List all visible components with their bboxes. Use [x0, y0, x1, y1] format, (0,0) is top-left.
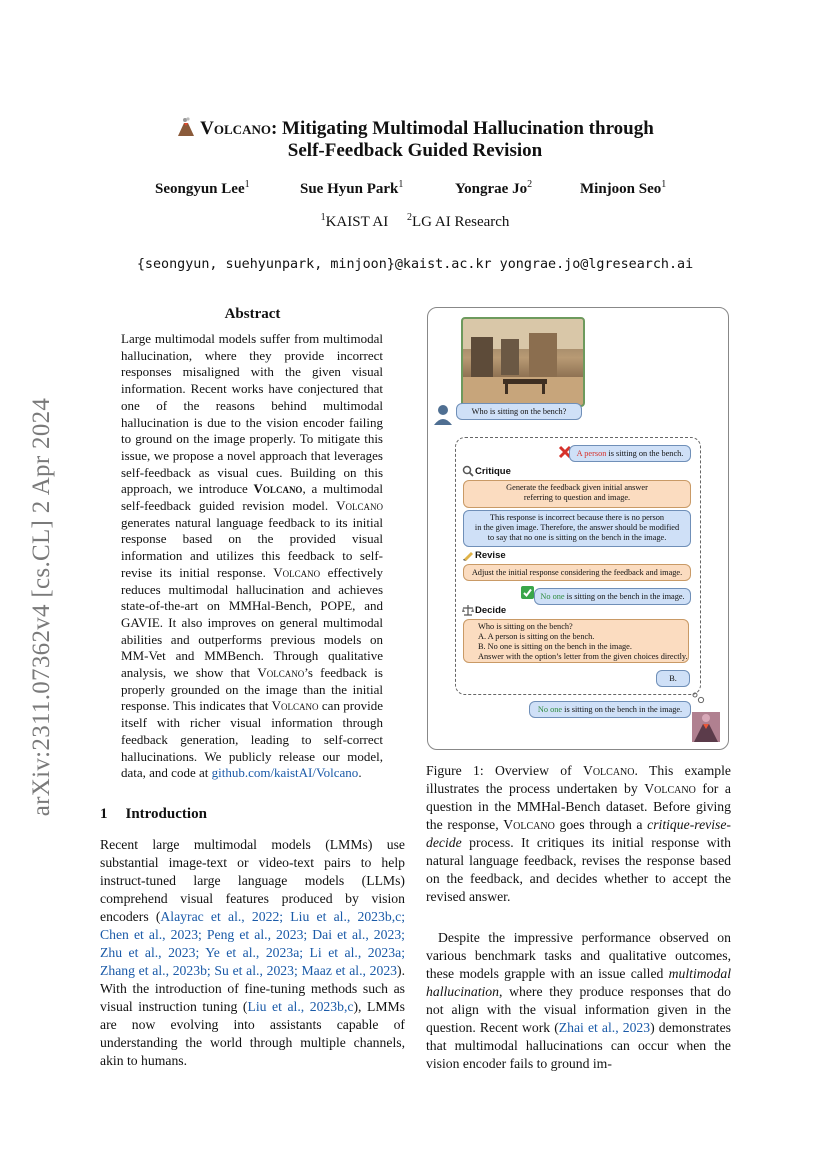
- title-text: : Mitigating Multimodal Hallucination through: [270, 118, 654, 139]
- citation-link[interactable]: Alayrac et al., 2022; Liu et al., 2023b,c; Chen et al., 2023; Peng et al., 2023; Dai et al., 2023; Zhu et al., 2023; Ye et al., 2023a; Li et al., 2023a; Zhang et al., 2023b; Su et al., 2023; Maaz et al., 2023: [100, 909, 406, 978]
- revise-prompt-bubble: Adjust the initial response considering the feedback and image.: [463, 564, 691, 581]
- introduction-paragraph: Recent large multimodal models (LMMs) use substantial image-text or video-text pairs to help instruct-tuned large language models (LLMs) comprehend visual features produced by vision encoders (Alayrac et al., 2022; Liu et al., 2023b,c; Chen et al., 2023; Peng et al., 2023; Dai et al., 2023; Zhu et al., 2023; Ye et al., 2023a; Li et al., 2023a; Zhang et al., 2023b; Su et al., 2023; Maaz et al., 2023). With the introduction of fine-tuning methods such as visual instruction tuning (Liu et al., 2023b,c), LMMs are now evolving into assistants capable of understanding the world through multiple channels, akin to humans.: [100, 837, 406, 1068]
- paper-title-line-2: Self-Feedback Guided Revision: [287, 140, 543, 161]
- user-avatar-icon: [433, 404, 453, 426]
- final-response-bubble: No one is sitting on the bench in the image.: [529, 701, 691, 718]
- author-emails: {seongyun, suehyunpark, minjoon}@kaist.ac.kr yongrae.jo@lgresearch.ai: [136, 257, 694, 272]
- volcano-model-icon: [692, 712, 720, 742]
- initial-response-bubble: A person is sitting on the bench.: [569, 445, 691, 462]
- decision-answer-bubble: B.: [656, 670, 690, 687]
- figure-caption: Figure 1: Overview of Volcano. This example illustrates the process undertaken by Volcano for a question in the MMHal-Bench dataset. Before giving the response, Volcano goes through a critique-revise-decide process. It critiques its initial response with natural language feedback, revises the response based on the feedback, and decides whether to accept the revised answer.: [426, 763, 731, 904]
- question-bubble: Who is sitting on the bench?: [456, 403, 582, 420]
- model-name: Volcano: [200, 118, 271, 139]
- magnifier-icon: [462, 465, 474, 477]
- critique-label: Critique: [475, 466, 511, 477]
- scale-icon: [462, 604, 474, 616]
- affiliations: $^1$KAIST AI $^2$LG AI Research: [320, 212, 510, 230]
- pencil-icon: [462, 549, 474, 561]
- right-column-paragraph: Despite the impressive performance observed on various benchmark tasks and qualitative outcomes, these models grapple with an issue called multimodal hallucination, where they produce responses that do not align with the visual information given in the question. Recent work (Zhai et al., 2023) demonstrates that multimodal hallucinations can occur when the vision encoder fails to ground im-: [426, 930, 731, 1071]
- critique-prompt-bubble: Generate the feedback given initial answer referring to question and image.: [463, 480, 691, 508]
- section-heading-introduction: 1 Introduction: [100, 806, 207, 822]
- thought-dots-icon: [692, 692, 706, 706]
- author-list: [100, 179, 730, 201]
- feedback-bubble: This response is incorrect because there is no person in the given image. Therefore, the answer should be modified to say that no one is sitting on the bench in the image.: [463, 510, 691, 547]
- citation-link[interactable]: Liu et al., 2023b,c: [247, 999, 354, 1014]
- author: Yongrae Jo$^2$: [455, 179, 533, 197]
- revise-label: Revise: [475, 550, 506, 561]
- author: Sue Hyun Park$^1$: [300, 179, 404, 197]
- author: Seongyun Lee$^1$: [155, 179, 250, 197]
- abstract-body: Large multimodal models suffer from multimodal hallucination, where they provide incorrect responses misaligned with the given visual information. Recent works have conjectured that one of the reasons behind multimodal hallucination is due to the vision encoder failing to ground on the image properly. To mitigate this issue, we propose a novel approach that leverages self-feedback as visual cues. Building on this approach, we introduce Volcano, a multimodal self-feedback guided revision model. Volcano generates natural language feedback to its initial response based on the provided visual information and utilizes this feedback to self-revise its initial response. Volcano effectively reduces multimodal hallucination and achieves state-of-the-art on MMHal-Bench, POPE, and GAVIE. It also improves on general multimodal abilities and outperforms previous models on MM-Vet and MMBench. Through qualitative analysis, we show that Volcano’s feedback is properly grounded on the image than the initial response. This indicates that Volcano can provide itself with richer visual information through feedback generation, leading to self-correct hallucinations. We publicly release our model, data, and code at github.com/kaistAI/Volcano.: [121, 331, 384, 781]
- volcano-icon: [176, 117, 196, 137]
- decide-label: Decide: [475, 605, 507, 616]
- paper-title-line-1: [100, 117, 730, 140]
- github-link[interactable]: github.com/kaistAI/Volcano: [211, 765, 359, 781]
- decide-prompt-bubble: Who is sitting on the bench? A. A person is sitting on the bench. B. No one is sitting on the bench in the image. Answer with the option’s letter from the given choices directly.: [463, 619, 689, 663]
- abstract-heading: Abstract: [224, 306, 281, 322]
- revised-response-bubble: No one is sitting on the bench in the image.: [534, 588, 691, 605]
- arxiv-identifier: [12, 372, 72, 842]
- citation-link[interactable]: Zhai et al., 2023: [558, 1020, 651, 1035]
- arxiv-id-text: arXiv:2311.07362v4 [cs.CL] 2 Apr 2024: [28, 397, 55, 817]
- bench-photo: [461, 317, 585, 407]
- author: Minjoon Seo$^1$: [580, 179, 667, 197]
- check-icon: [521, 586, 534, 599]
